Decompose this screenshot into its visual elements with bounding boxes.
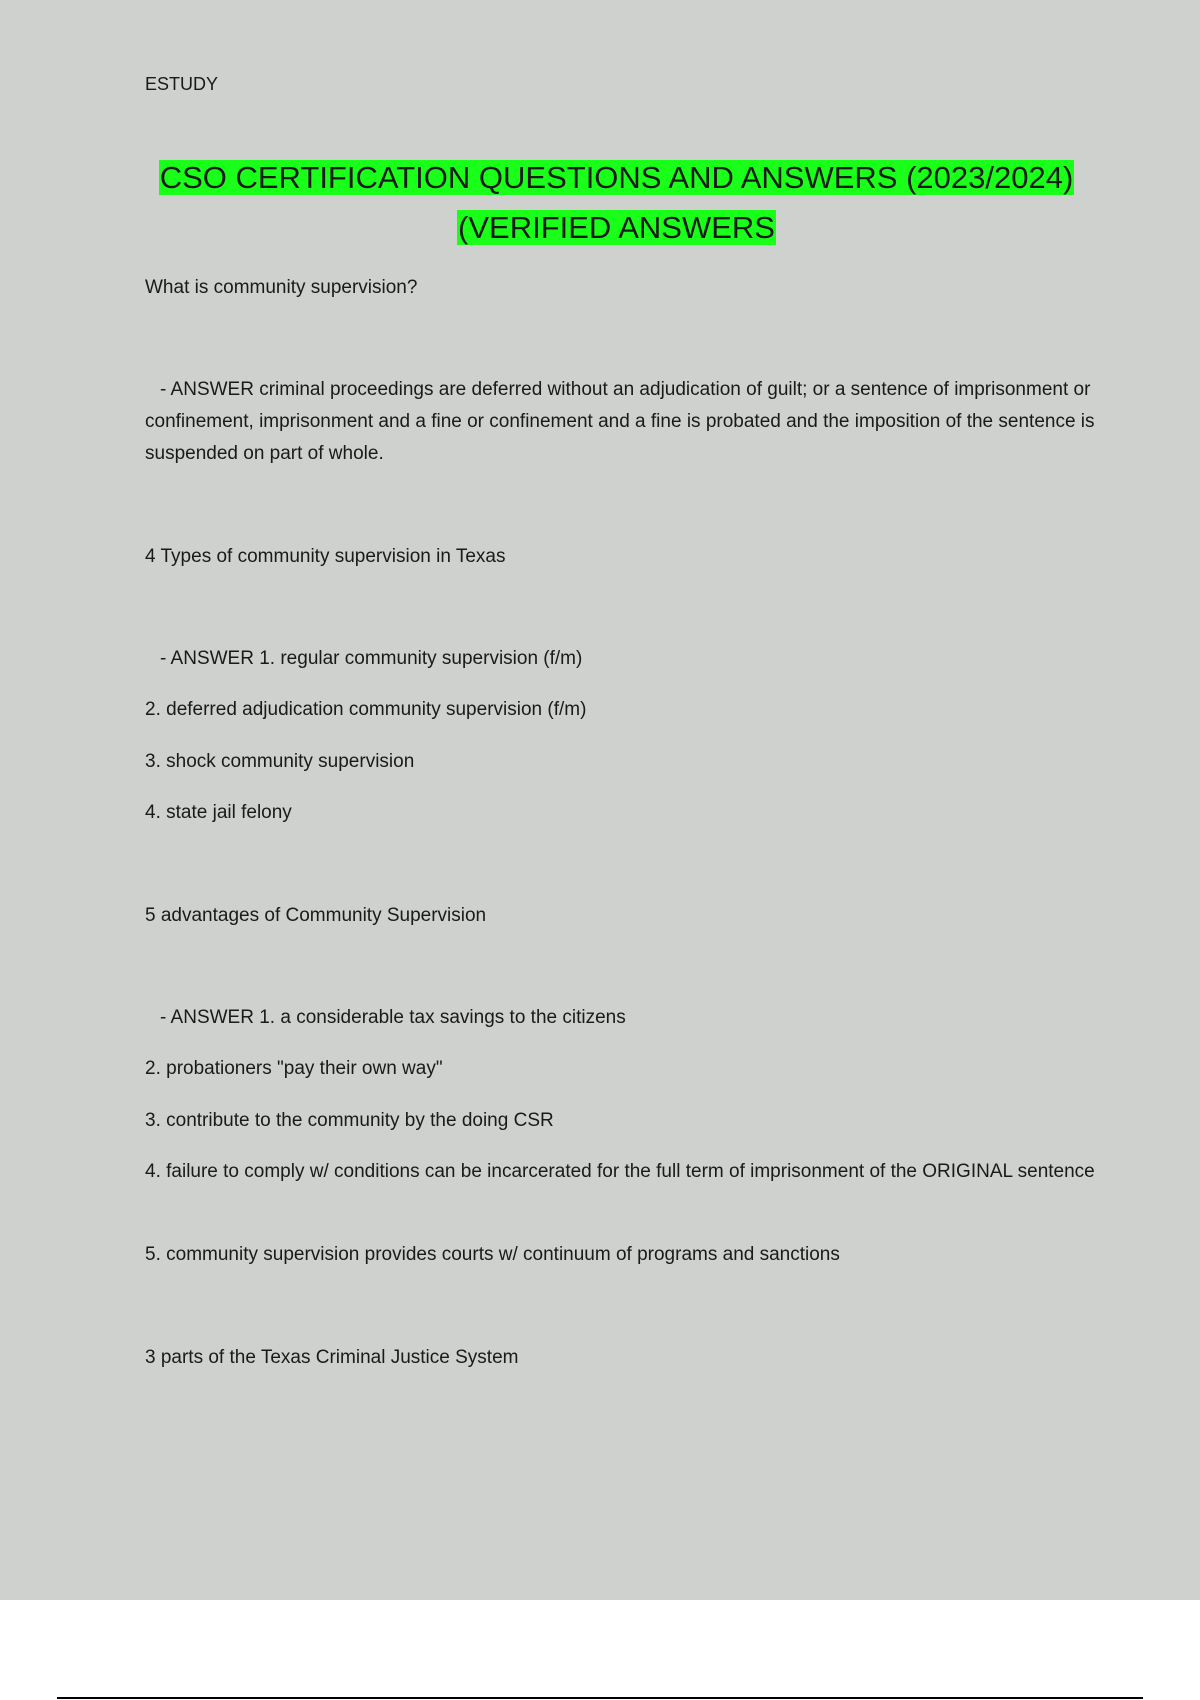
answer-3-line-2: 2. probationers "pay their own way": [145, 1058, 443, 1079]
answer-2-line-3: 3. shock community supervision: [145, 751, 415, 772]
answer-2-line-1: - ANSWER 1. regular community supervision (f/m): [160, 648, 583, 669]
answer-3-line-5: 5. community supervision provides courts w/ continuum of programs and sanctions: [145, 1244, 840, 1265]
question-3: 5 advantages of Community Supervision: [145, 905, 487, 926]
question-4: 3 parts of the Texas Criminal Justice System: [145, 1347, 519, 1368]
title-highlight-1: CSO CERTIFICATION QUESTIONS AND ANSWERS (2023/2024): [159, 160, 1074, 195]
question-1: What is community supervision?: [145, 277, 418, 298]
footer-divider: [57, 1697, 1143, 1699]
answer-2-line-4: 4. state jail felony: [145, 802, 292, 823]
answer-2-line-2: 2. deferred adjudication community supervision (f/m): [145, 699, 587, 720]
document-title-line-2: [0, 202, 1200, 253]
answer-3-line-1: - ANSWER 1. a considerable tax savings to the citizens: [160, 1007, 626, 1028]
header-label: ESTUDY: [145, 74, 219, 94]
answer-1: - ANSWER criminal proceedings are deferred without an adjudication of guilt; or a sentence of imprisonment or confinement, imprisonment and a fine or confinement and a fine is probated and the imposition of the sentence is suspended on part of whole.: [145, 379, 1095, 464]
title-highlight-2: (VERIFIED ANSWERS: [458, 210, 775, 245]
answer-3-line-4: 4. failure to comply w/ conditions can be incarcerated for the full term of imprisonment of the ORIGINAL sentence: [145, 1161, 1095, 1182]
question-2: 4 Types of community supervision in Texas: [145, 546, 506, 567]
answer-3-line-3: 3. contribute to the community by the doing CSR: [145, 1110, 554, 1131]
document-title-line-1: [0, 152, 1200, 203]
